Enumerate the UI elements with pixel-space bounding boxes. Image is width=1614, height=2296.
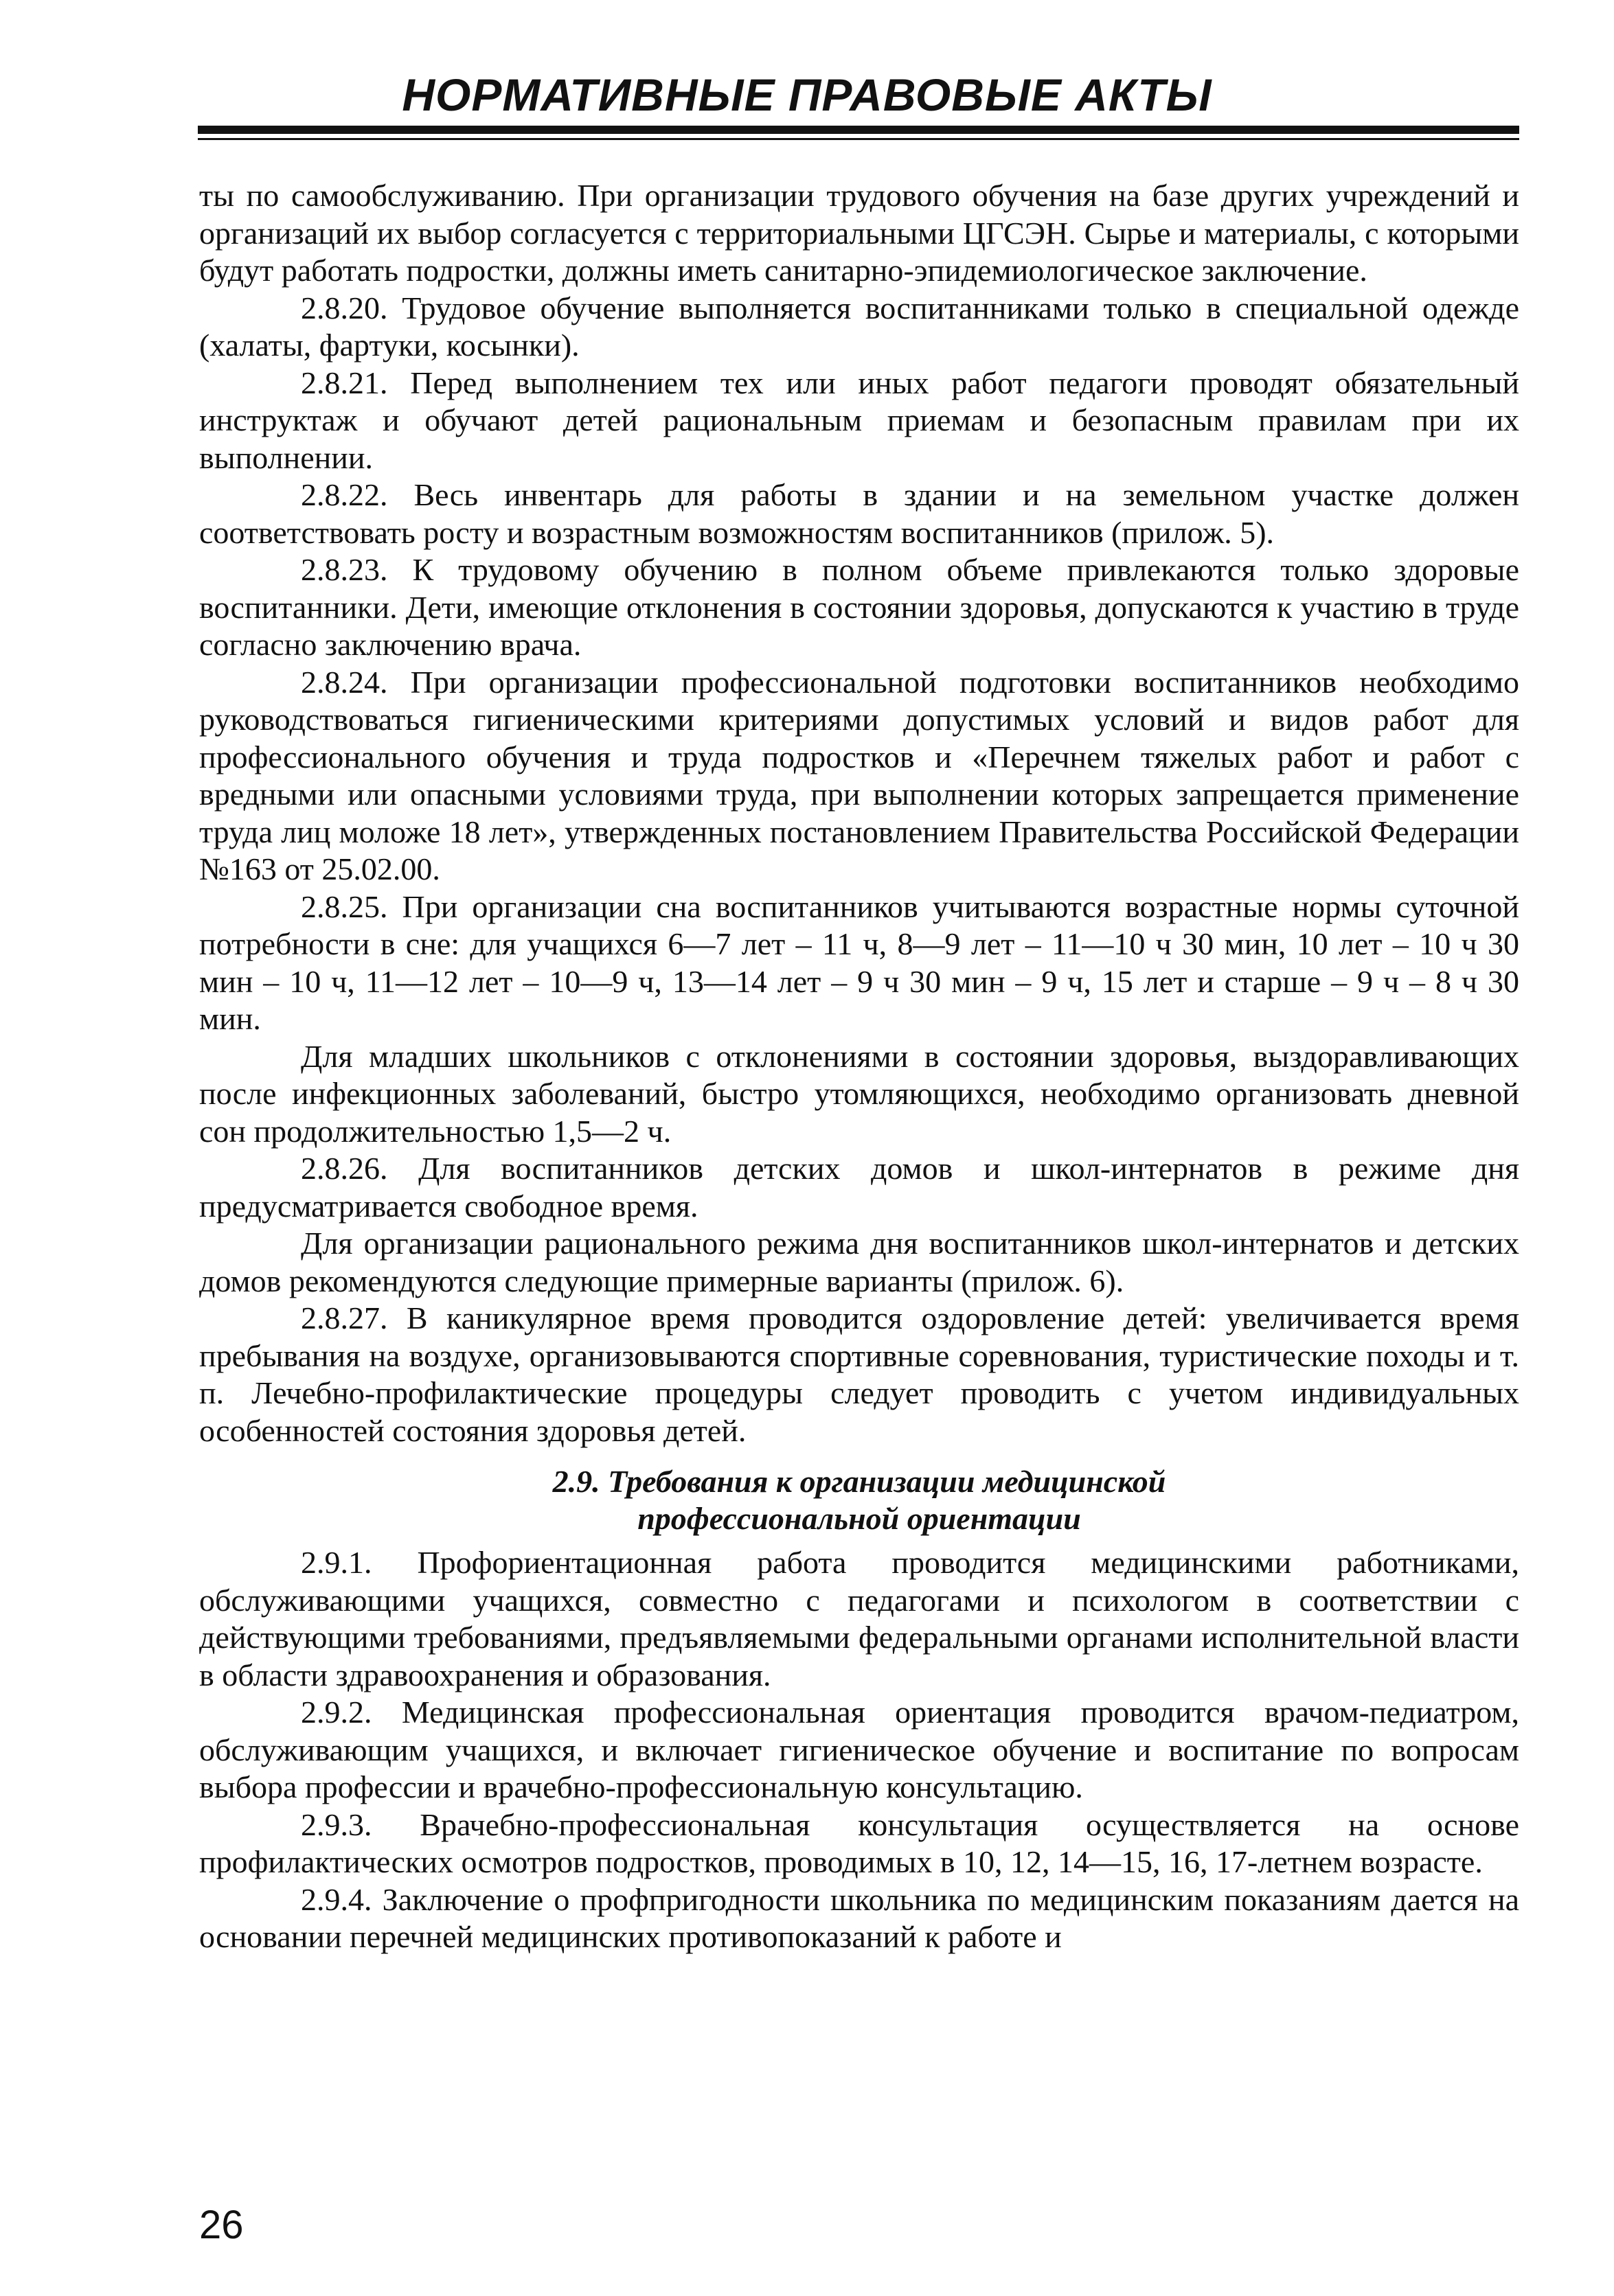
section-heading <box>199 1463 1519 1537</box>
paragraph: Для младших школьников с отклонениями в состоянии здоровья, выздоравливающих после инфекционных заболеваний, быстро утомляющихся, необходимо организовать дневной сон продолжительностью 1,5—2 ч. <box>199 1038 1519 1149</box>
paragraph: 2.8.22. Весь инвентарь для работы в здании и на земельном участке должен соответствовать росту и возрастным возможностям воспитанников (прилож. 5). <box>199 477 1519 550</box>
paragraph: 2.8.23. К трудовому обучению в полном объеме привлекаются только здоровые воспитанники. Дети, имеющие отклонения в состоянии здоровья, допускаются к участию в труде согласно заключению врача. <box>199 552 1519 662</box>
paragraph: ты по самообслуживанию. При организации трудового обучения на базе других учреждений и организаций их выбор согласуется с территориальными ЦГСЭН. Сырье и материалы, с которыми будут работать подростки, должны иметь санитарно-эпидемиологическое заключение. <box>199 178 1519 288</box>
paragraph: 2.8.27. В каникулярное время проводится оздоровление детей: увеличивается время пребывания на воздухе, организовываются спортивные соревнования, туристические походы и т. п. Лечебно-профилактические процедуры следует проводить с учетом индивидуальных особенностей состояния здоровья детей. <box>199 1300 1519 1448</box>
paragraph: 2.8.25. При организации сна воспитанников учитываются возрастные нормы суточной потребности в сне: для учащихся 6—7 лет – 11 ч, 8—9 лет – 11—10 ч 30 мин, 10 лет – 10 ч 30 мин – 10 ч, 11—12 лет – 10—9 ч, 13—14 лет – 9 ч 30 мин – 9 ч, 15 лет и старше – 9 ч – 8 ч 30 мин. <box>199 888 1519 1036</box>
header-rule-thin <box>198 138 1519 140</box>
page-number: 26 <box>199 2203 244 2247</box>
paragraph: 2.8.20. Трудовое обучение выполняется воспитанниками только в специальной одежде (халаты, фартуки, косынки). <box>199 290 1519 363</box>
header-rule-thick <box>198 126 1519 134</box>
paragraph: 2.9.4. Заключение о профпригодности школьника по медицинским показаниям дается на основании перечней медицинских противопоказаний к работе и <box>199 1881 1519 1954</box>
body-text <box>199 177 1519 1956</box>
paragraph: 2.9.1. Профориентационная работа проводится медицинскими работниками, обслуживающими учащихся, совместно с педагогами и психологом в соответствии с действующими требованиями, предъявляемыми федеральными органами исполнительной власти в области здравоохранения и образования. <box>199 1545 1519 1692</box>
paragraph: 2.8.26. Для воспитанников детских домов и школ-интернатов в режиме дня предусматривается свободное время. <box>199 1151 1519 1224</box>
paragraph: 2.9.3. Врачебно-профессиональная консультация осуществляется на основе профилактических осмотров подростков, проводимых в 10, 12, 14—15, 16, 17-летнем возрасте. <box>199 1806 1519 1879</box>
paragraph: 2.8.21. Перед выполнением тех или иных работ педагоги проводят обязательный инструктаж и обучают детей рациональным приемам и безопасным правилам при их выполнении. <box>199 365 1519 475</box>
running-header-title: НОРМАТИВНЫЕ ПРАВОВЫЕ АКТЫ <box>402 69 1212 120</box>
paragraph: 2.9.2. Медицинская профессиональная ориентация проводится врачом-педиатром, обслуживающим учащихся, и включает гигиеническое обучение и воспитание по вопросам выбора профессии и врачебно-профессиональную консультацию. <box>199 1695 1519 1804</box>
section-heading-line-1: 2.9. Требования к организации медицинской <box>552 1464 1166 1499</box>
paragraph: 2.8.24. При организации профессиональной подготовки воспитанников необходимо руководствоваться гигиеническими критериями допустимых условий и видов работ для профессионального обучения и труда подростков и «Перечнем тяжелых работ и работ с вредными или опасными условиями труда, при выполнении которых запрещается применение труда лиц моложе 18 лет», утвержденных постановлением Правительства Российской Федерации №163 от 25.02.00. <box>199 664 1519 886</box>
paragraph: Для организации рационального режима дня воспитанников школ-интернатов и детских домов рекомендуются следующие примерные варианты (прилож. 6). <box>199 1226 1519 1298</box>
section-heading-line-2: профессиональной ориентации <box>637 1501 1081 1536</box>
